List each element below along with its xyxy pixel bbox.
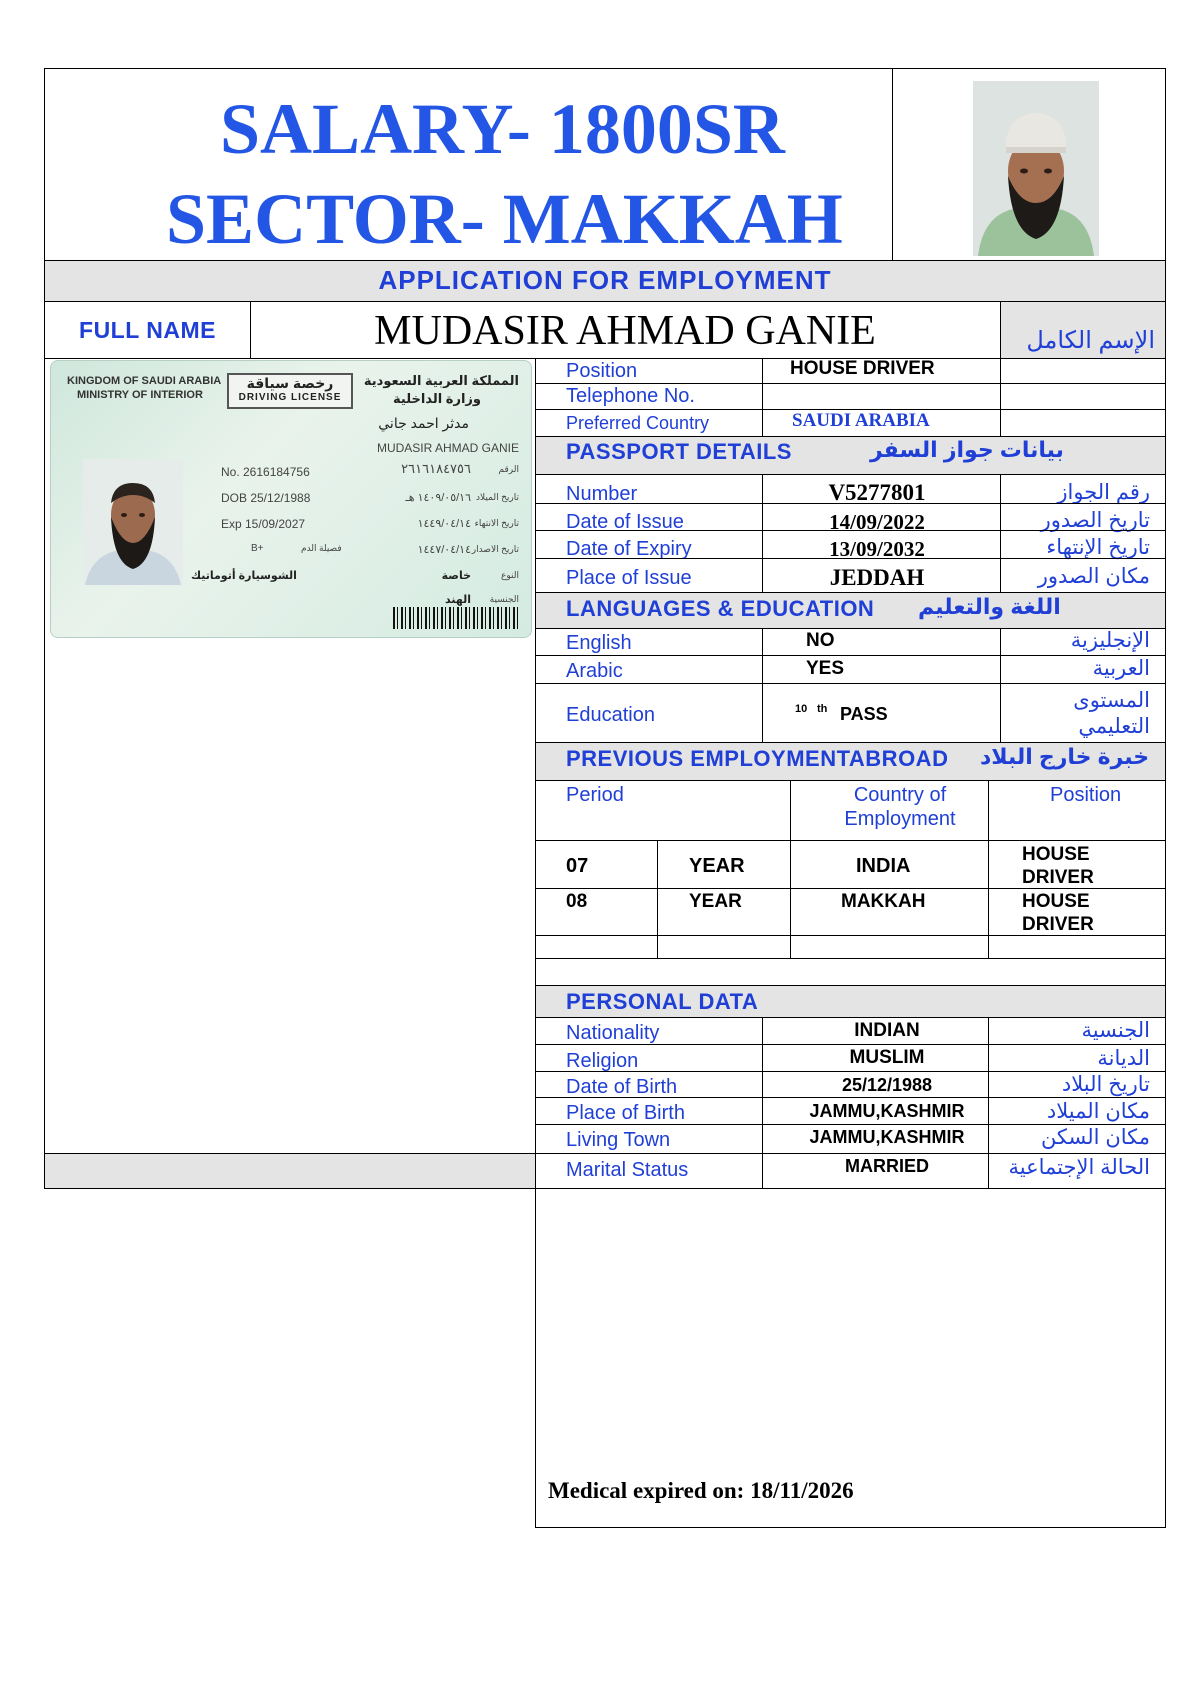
religion-ar: الديانة [1097,1047,1150,1070]
date-of-expiry-ar: تاريخ الإنتهاء [1046,536,1150,559]
salary-heading: SALARY- 1800SR [220,89,785,169]
employment-heading-ar: خبرة خارج البلاد [980,744,1150,769]
employment-unit: YEAR [689,891,742,912]
license-number-ar: ٢٦١٦١٨٤٧٥٦ [401,461,471,476]
marital-status-ar: الحالة الإجتماعية [1008,1156,1150,1179]
license-nationality-ar: الهند [444,594,471,606]
period-header: Period [566,784,624,806]
full-name-label: FULL NAME [79,317,216,343]
license-blood-ar: فصيلة الدم [301,543,342,553]
license-name-ar: مدثر احمد جاني [378,415,469,431]
passport-heading: PASSPORT DETAILS [566,439,792,464]
position-value: HOUSE DRIVER [790,358,935,379]
passport-number-ar: رقم الجواز [1057,481,1150,504]
english-value: NO [806,630,835,651]
date-of-issue-ar: تاريخ الصدور [1040,509,1150,532]
english-label: English [566,632,632,654]
passport-heading-ar: بيانات جواز السفر [870,437,1064,462]
date-of-birth-value: 25/12/1988 [841,1075,933,1095]
arabic-label: Arabic [566,660,623,682]
license-type-ar-label: النوع [501,570,519,580]
employment-position: HOUSE DRIVER [1022,844,1094,888]
arabic-value: YES [806,658,845,679]
place-of-birth-ar: مكان الميلاد [1046,1100,1150,1123]
license-auto-ar: الشوسيارة أتوماتيك [191,570,297,582]
license-expiry-ar-label: تاريخ الانتهاء [474,518,519,528]
license-nationality-ar-label: الجنسية [489,594,519,604]
place-of-issue-value: JEDDAH [829,565,925,590]
date-of-expiry-value: 13/09/2032 [829,537,925,561]
date-of-expiry-label: Date of Expiry [566,538,692,560]
marital-status-value: MARRIED [845,1156,929,1176]
passport-number-value: V5277801 [828,480,926,505]
license-photo [83,459,183,585]
nationality-label: Nationality [566,1022,660,1044]
education-ar-line1: المستوى [1073,689,1150,712]
employment-position: HOUSE DRIVER [1022,891,1094,935]
religion-label: Religion [566,1050,639,1072]
employment-years: 08 [566,891,588,912]
license-ministry-ar: وزارة الداخلية [393,391,481,406]
license-title-ar: رخصة سياقة [246,375,334,391]
living-town-ar: مكان السكن [1040,1126,1150,1149]
education-label: Education [566,704,655,726]
employment-unit: YEAR [689,855,745,877]
license-issue-ar-label: تاريخ الاصدار [471,544,519,554]
sector-heading: SECTOR- MAKKAH [166,179,843,259]
employment-position-header: Position [1050,784,1122,806]
education-ar-line2: التعليمي [1078,715,1150,738]
place-of-birth-value: JAMMU,KASHMIR [809,1101,965,1121]
full-name-value: MUDASIR AHMAD GANIE [374,308,876,354]
applicant-photo [973,81,1099,256]
license-blood: B+ [251,543,264,554]
living-town-label: Living Town [566,1129,671,1151]
license-dob: DOB 25/12/1988 [221,491,311,505]
date-of-issue-label: Date of Issue [566,511,684,533]
personal-heading: PERSONAL DATA [566,989,759,1014]
license-ministry: MINISTRY OF INTERIOR [77,389,203,401]
country-of-employment-header: Country of Employment [844,784,956,830]
employment-heading: PREVIOUS EMPLOYMENTABROAD [566,746,949,771]
education-grade: 10 [795,703,808,715]
languages-heading-ar: اللغة والتعليم [918,594,1061,619]
telephone-label: Telephone No. [566,385,695,407]
date-of-birth-label: Date of Birth [566,1076,678,1098]
license-title-box [227,373,353,409]
license-type-ar: خاصة [441,570,471,582]
place-of-issue-label: Place of Issue [566,567,692,589]
medical-expiry: Medical expired on: 18/11/2026 [548,1478,854,1503]
date-of-issue-value: 14/09/2022 [829,510,925,534]
education-suffix: th [817,703,828,715]
employment-country: MAKKAH [841,891,926,912]
nationality-ar: الجنسية [1081,1019,1150,1042]
license-dob-ar-label: تاريخ الميلاد [476,492,519,502]
driving-license-image [50,360,532,638]
license-number-ar-label: الرقم [498,464,519,474]
license-title-en: DRIVING LICENSE [238,392,342,403]
religion-value: MUSLIM [849,1047,925,1068]
place-of-birth-label: Place of Birth [566,1102,685,1124]
date-of-birth-ar: تاريخ البلاد [1061,1073,1150,1096]
preferred-country-label: Preferred Country [566,413,710,433]
license-barcode [393,607,521,629]
languages-heading: LANGUAGES & EDUCATION [566,596,875,621]
employment-country: INDIA [856,855,911,877]
marital-status-label: Marital Status [566,1159,689,1181]
living-town-value: JAMMU,KASHMIR [809,1127,965,1147]
arabic-ar: العربية [1092,657,1150,680]
license-dob-ar: ١٤٠٩/٠٥/١٦ هـ [405,492,471,504]
license-number: No. 2616184756 [221,465,310,479]
license-expiry: Exp 15/09/2027 [221,517,306,531]
license-kingdom-ar: المملكة العربية السعودية [363,373,519,388]
license-name-en: MUDASIR AHMAD GANIE [376,441,519,455]
license-expiry-ar: ١٤٤٩/٠٤/١٤ [417,518,471,530]
full-name-label-ar: الإسم الكامل [1026,327,1155,354]
license-issue-ar: ١٤٤٧/٠٤/١٤ [417,544,471,556]
preferred-country-value: SAUDI ARABIA [792,410,930,431]
employment-years: 07 [566,855,589,877]
place-of-issue-ar: مكان الصدور [1037,565,1150,588]
license-kingdom: KINGDOM OF SAUDI ARABIA [67,375,222,387]
english-ar: الإنجليزية [1070,629,1150,652]
application-title: APPLICATION FOR EMPLOYMENT [378,265,832,295]
passport-number-label: Number [566,483,638,505]
education-value: PASS [840,704,888,724]
position-label: Position [566,360,638,382]
nationality-value: INDIAN [854,1020,920,1041]
